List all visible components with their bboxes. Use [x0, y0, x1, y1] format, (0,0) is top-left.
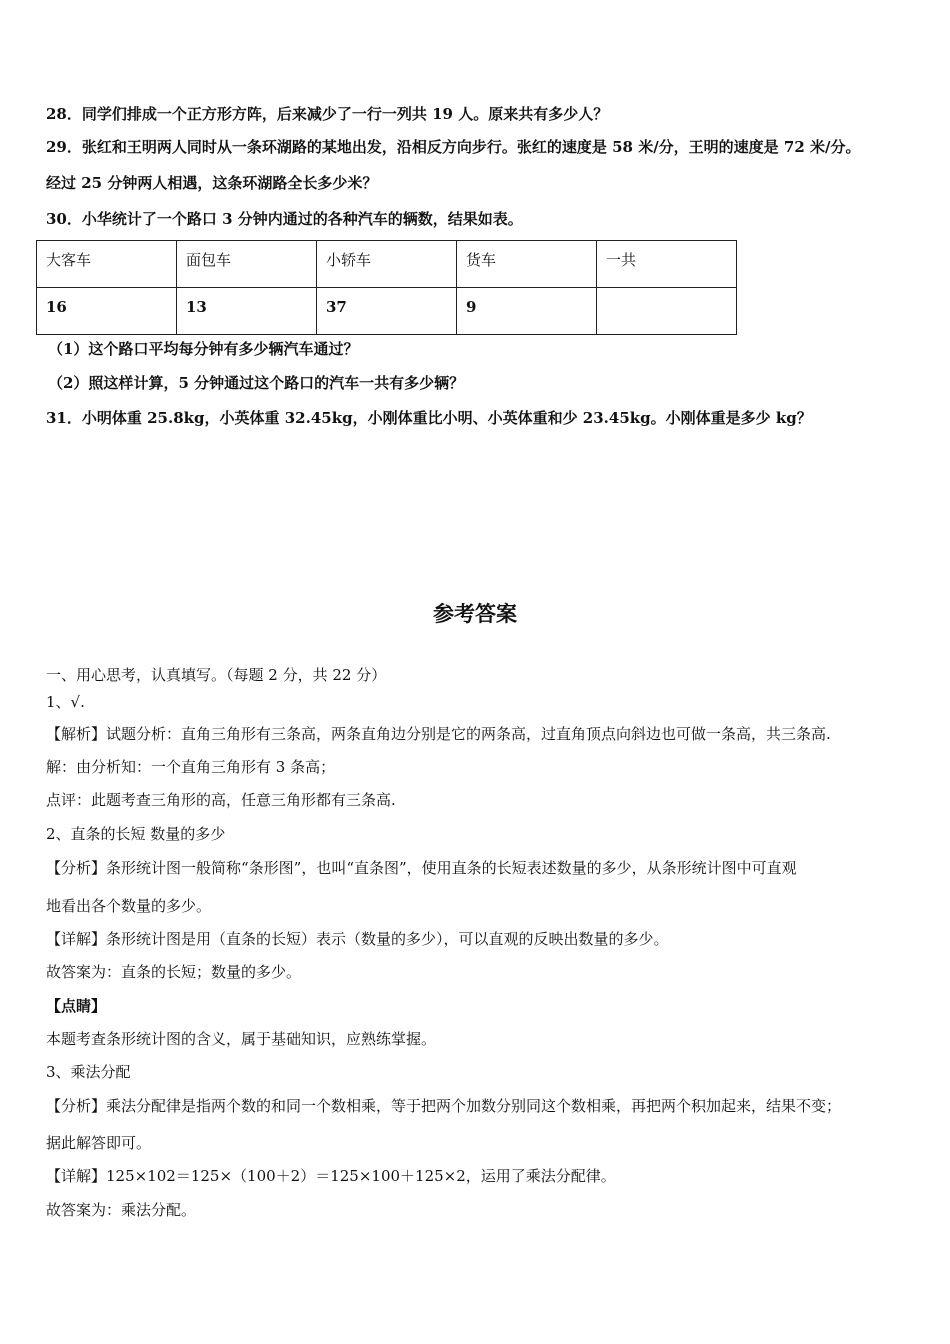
answer-1: 1、√. — [46, 693, 85, 711]
answer-2-analysis-line2: 地看出各个数量的多少。 — [46, 897, 212, 915]
answers-title: 参考答案 — [433, 602, 517, 626]
table-cell — [597, 288, 737, 335]
answer-3-analysis-line2: 据此解答即可。 — [46, 1134, 152, 1152]
table-header-cell: 货车 — [457, 241, 597, 288]
question-28: 28．同学们排成一个正方形方阵，后来减少了一行一列共 19 人。原来共有多少人？ — [46, 105, 609, 123]
table-header-cell: 一共 — [597, 241, 737, 288]
answer-1-solution: 解：由分析知：一个直角三角形有 3 条高； — [46, 758, 336, 776]
table-cell: 37 — [317, 288, 457, 335]
table-cell: 13 — [177, 288, 317, 335]
table-header-row — [37, 241, 737, 288]
question-31: 31．小明体重 25.8kg，小英体重 32.45kg，小刚体重比小明、小英体重和少 23.45kg。小刚体重是多少 kg？ — [46, 409, 812, 427]
table-row — [37, 288, 737, 335]
answer-1-analysis: 【解析】试题分析：直角三角形有三条高，两条直角边分别是它的两条高，过直角顶点向斜边也可做一条高，共三条高. — [46, 725, 831, 743]
vehicle-count-table — [36, 240, 737, 335]
answer-2-point-label: 【点睛】 — [46, 997, 107, 1015]
question-29-line1: 29．张红和王明两人同时从一条环湖路的某地出发，沿相反方向步行。张红的速度是 58 米/分，王明的速度是 72 米/分。 — [46, 138, 861, 156]
answers-section-heading: 一、用心思考，认真填写。（每题 2 分，共 22 分） — [46, 666, 387, 684]
question-29-line2: 经过 25 分钟两人相遇，这条环湖路全长多少米？ — [46, 174, 378, 192]
table-header-cell: 小轿车 — [317, 241, 457, 288]
answer-2-conclusion: 故答案为：直条的长短；数量的多少。 — [46, 963, 302, 981]
answer-3: 3、乘法分配 — [46, 1063, 131, 1081]
table-header-cell: 面包车 — [177, 241, 317, 288]
answer-2-analysis-line1: 【分析】条形统计图一般简称“条形图”，也叫“直条图”，使用直条的长短表述数量的多少，从条形统计图中可直观 — [46, 859, 797, 877]
answer-2: 2、直条的长短 数量的多少 — [46, 825, 226, 843]
table-cell: 9 — [457, 288, 597, 335]
answer-3-detail: 【详解】125×102＝125×（100＋2）＝125×100＋125×2，运用了乘法分配律。 — [46, 1167, 616, 1185]
question-30-sub1: （1）这个路口平均每分钟有多少辆汽车通过？ — [48, 340, 359, 358]
answer-1-comment: 点评：此题考查三角形的高，任意三角形都有三条高. — [46, 791, 396, 809]
answer-2-detail: 【详解】条形统计图是用（直条的长短）表示（数量的多少），可以直观的反映出数量的多少。 — [46, 930, 669, 948]
answer-2-point: 本题考查条形统计图的含义，属于基础知识，应熟练掌握。 — [46, 1030, 437, 1048]
answer-3-conclusion: 故答案为：乘法分配。 — [46, 1201, 197, 1219]
table-cell: 16 — [37, 288, 177, 335]
answer-3-analysis-line1: 【分析】乘法分配律是指两个数的和同一个数相乘，等于把两个加数分别同这个数相乘，再把两个积加起来，结果不变； — [46, 1097, 842, 1115]
table-header-cell: 大客车 — [37, 241, 177, 288]
question-30-sub2: （2）照这样计算，5 分钟通过这个路口的汽车一共有多少辆？ — [48, 374, 465, 392]
question-30: 30．小华统计了一个路口 3 分钟内通过的各种汽车的辆数，结果如表。 — [46, 210, 523, 228]
